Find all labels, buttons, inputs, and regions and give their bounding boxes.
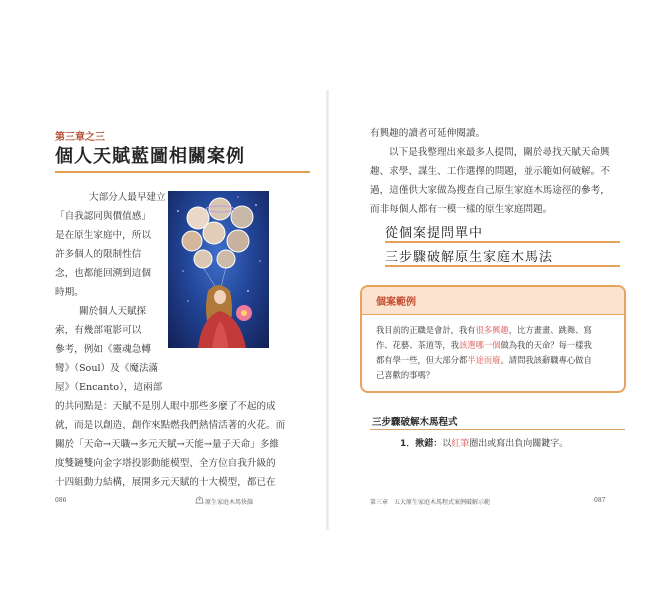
text-line: 參考，例如《靈魂急轉 <box>55 344 151 355</box>
book-logo-icon <box>195 495 204 504</box>
case-text: 做為我的天命？每一樣我 <box>500 340 592 350</box>
case-line-4: 己喜歡的事嗎？ <box>376 370 435 380</box>
right-footer-chapter: 第三章 五大原生家庭木馬程式案例破解示範 <box>370 499 491 506</box>
text-line: 有興趣的讀者可延伸閱讀。 <box>370 128 486 139</box>
text-line: 時期。 <box>55 287 84 298</box>
subheading-1: 從個案提問單中 <box>385 226 484 241</box>
illustration-girl-dreaming <box>168 191 269 348</box>
case-text: 都有學一些，但大部分都 <box>376 355 468 365</box>
case-highlight: 很多興趣 <box>475 325 509 335</box>
text-line: 彎》（Soul）及《魔法滿 <box>55 363 159 374</box>
subheading-2: 三步驟破解原生家庭木馬法 <box>385 250 554 265</box>
text-line: 而非每個人都有一模一樣的原生家庭問題。 <box>370 204 553 215</box>
section-heading: 三步驟破解木馬程式 <box>372 417 458 428</box>
text-line: 趣、求學、謀生、工作選擇的問題，並示範如何破解。不 <box>370 166 610 177</box>
case-example-box <box>360 285 626 393</box>
title-underline <box>55 171 310 173</box>
text-line: 就，而是以創造、創作來點燃我們熱情活著的火花。而 <box>55 420 286 431</box>
case-text: 。請問我該辭職專心做自 <box>500 355 592 365</box>
left-footer-book-title: 原生家庭木馬快篩 <box>205 499 254 506</box>
case-highlight: 半途而廢 <box>467 355 501 365</box>
text-line: 「自我認同與價值感」 <box>55 211 151 222</box>
text-line: 關於個人天賦探 <box>79 306 147 317</box>
text-line: 索，有幾部電影可以 <box>55 325 142 336</box>
right-page-number: 087 <box>594 497 606 504</box>
text-line: 十四組動力結構，展開多元天賦的十大模型，都已在 <box>55 477 276 488</box>
text-line: 許多個人的限制性信 <box>55 249 142 260</box>
case-text: ，比方畫畫、跳舞、寫 <box>508 325 592 335</box>
step-1 <box>400 436 568 449</box>
step-text: 以 <box>442 439 452 449</box>
text-line: 以下是我整理出來最多人提問，關於尋找天賦天命興 <box>389 147 610 158</box>
section-heading-underline <box>370 429 625 430</box>
case-box-title: 個案範例 <box>376 297 416 308</box>
page-title: 個人天賦藍圖相關案例 <box>55 146 245 167</box>
step-text: 圈出或寫出負向關鍵字。 <box>469 439 569 449</box>
text-line: 念，也都能回溯到這個 <box>55 268 151 279</box>
subheading-2-underline <box>385 265 620 267</box>
step-highlight: 紅筆 <box>451 439 470 449</box>
step-1-label: 1．揪錯： <box>400 439 443 449</box>
chapter-label: 第三章之三 <box>55 132 105 143</box>
page-gutter <box>326 90 329 530</box>
text-line: 度雙鏈雙向金字塔投影動能模型、全方位自我升級的 <box>55 458 276 469</box>
case-text: 我目前的正職是會計，我有 <box>376 325 476 335</box>
case-highlight: 該選哪一個 <box>458 340 501 350</box>
text-line: 關於「天命→天職→多元天賦→天能→量子天命」多維 <box>55 439 280 450</box>
subheading-1-underline <box>385 241 620 243</box>
left-page-number: 086 <box>55 497 67 504</box>
text-line: 屋》（Encanto），這兩部 <box>55 382 163 393</box>
text-line: 的共同點是：天賦不是別人眼中那些多麼了不起的成 <box>55 401 276 412</box>
case-line-1 <box>376 323 592 338</box>
text-line: 大部分人最早建立 <box>89 192 166 203</box>
text-line: 過，這僅供大家做為搜查自己原生家庭木馬途徑的參考， <box>370 185 610 196</box>
case-text: 作、花藝、茶道等，我 <box>376 340 459 350</box>
illustration-svg <box>168 191 269 348</box>
case-line-3 <box>376 353 592 368</box>
case-line-2 <box>376 338 592 353</box>
text-line: 是在原生家庭中，所以 <box>55 230 151 241</box>
